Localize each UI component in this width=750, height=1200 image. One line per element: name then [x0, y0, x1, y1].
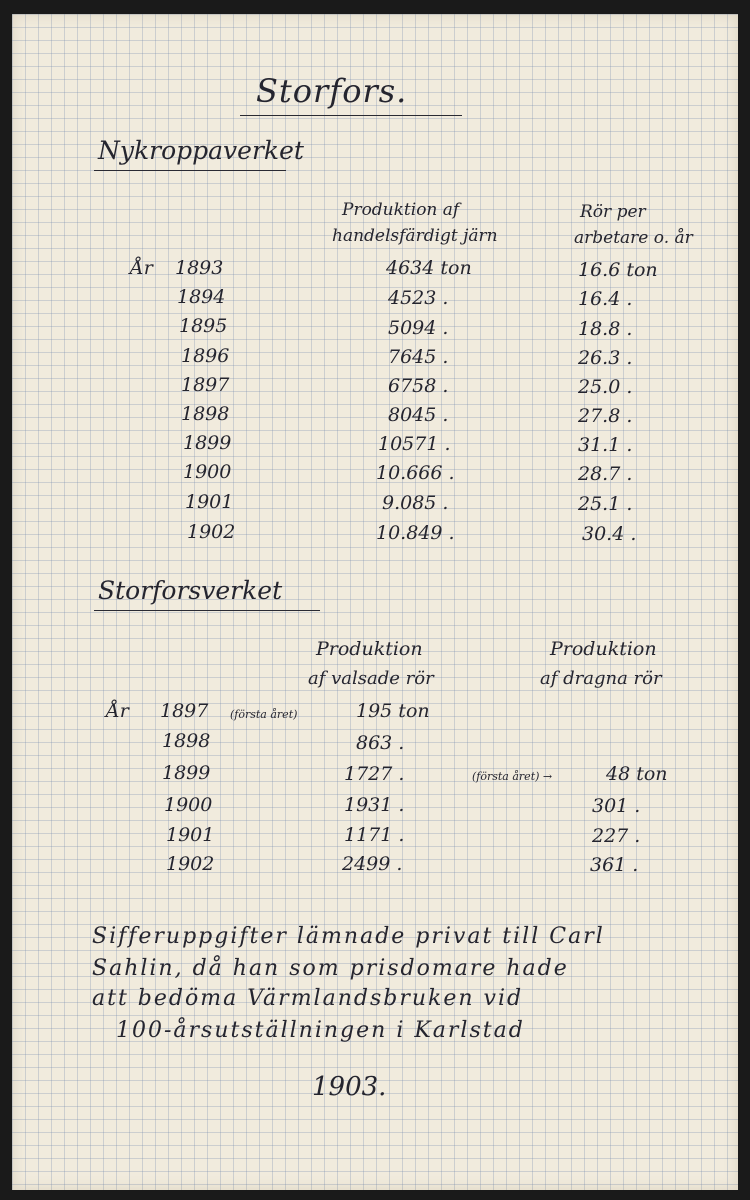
s1-row-production: 4523 . [388, 287, 449, 309]
s2-row-rolled: 2499 . [342, 853, 403, 875]
s1-row-year: 1893 [175, 257, 224, 279]
s1-row-production: 10.849 . [376, 522, 455, 544]
s2-row-drawn: 301 . [592, 795, 641, 817]
note-line: att bedöma Värmlandsbruken vid [92, 986, 524, 1011]
s1-row-year: 1900 [183, 461, 232, 483]
page-title: Storfors. [256, 72, 408, 110]
s2-row-rolled: 1171 . [344, 824, 405, 846]
s2-row-year: 1902 [166, 853, 215, 875]
s1-row-per-worker: 27.8 . [578, 405, 633, 427]
section1-underline [94, 170, 286, 171]
note-line: Sifferuppgifter lämnade privat till Carl [92, 924, 605, 949]
s2-col1-header-line2: af valsade rör [308, 668, 434, 689]
s1-row-year: 1894 [177, 286, 226, 308]
section2-underline [94, 610, 320, 611]
s1-row-year: 1902 [187, 521, 236, 543]
title-underline [240, 115, 462, 116]
s1-col2-header-line2: arbetare o. år [574, 228, 693, 248]
s1-row-year: 1895 [179, 315, 228, 337]
s2-row-rolled: 863 . [356, 732, 405, 754]
s2-row-year: 1899 [162, 762, 211, 784]
note-line: 100-årsutställningen i Karlstad [116, 1018, 525, 1043]
s2-row-year: 1900 [164, 794, 213, 816]
s1-row-per-worker: 30.4 . [582, 523, 637, 545]
s1-row-per-worker: 31.1 . [578, 434, 633, 456]
s1-row-per-worker: 16.4 . [578, 288, 633, 310]
s2-first-year-note: (första året) [230, 708, 298, 721]
s1-row-year: 1897 [181, 374, 230, 396]
s1-row-production: 7645 . [388, 346, 449, 368]
s1-col1-header-line2: handelsfärdigt järn [332, 226, 498, 246]
s1-row-per-worker: 26.3 . [578, 347, 633, 369]
s2-row-rolled: 1931 . [344, 794, 405, 816]
note-year: 1903. [312, 1072, 387, 1102]
s1-row-production: 9.085 . [382, 492, 449, 514]
s1-row-per-worker: 16.6 ton [578, 259, 658, 281]
s1-row-per-worker: 25.0 . [578, 376, 633, 398]
s1-year-prefix: År [130, 257, 153, 279]
note-line: Sahlin, då han som prisdomare hade [92, 956, 569, 981]
s1-row-production: 5094 . [388, 317, 449, 339]
s2-year-prefix: År [106, 700, 129, 722]
s2-row-rolled: 1727 . [344, 763, 405, 785]
s1-row-per-worker: 28.7 . [578, 463, 633, 485]
s1-row-production: 10.666 . [376, 462, 455, 484]
s1-row-year: 1898 [181, 403, 230, 425]
s1-col2-header-line1: Rör per [580, 202, 646, 222]
s1-col1-header-line1: Produktion af [342, 200, 460, 220]
manuscript-page [12, 14, 738, 1190]
s2-col2-header-line2: af dragna rör [540, 668, 662, 689]
s2-row-year: 1897 [160, 700, 209, 722]
s2-col2-header-line1: Produktion [550, 638, 657, 660]
s1-row-production: 4634 ton [386, 257, 472, 279]
s2-row-rolled: 195 ton [356, 700, 430, 722]
s2-row-year: 1901 [166, 824, 215, 846]
s2-row-year: 1898 [162, 730, 211, 752]
section-heading-storfors: Storforsverket [98, 576, 283, 605]
s2-row-drawn: 361 . [590, 854, 639, 876]
s1-row-per-worker: 25.1 . [578, 493, 633, 515]
s1-row-production: 8045 . [388, 404, 449, 426]
section-heading-nykroppa: Nykroppaverket [98, 136, 304, 165]
s1-row-production: 10571 . [378, 433, 451, 455]
s2-col1-header-line1: Produktion [316, 638, 423, 660]
s2-row-drawn: 48 ton [606, 763, 668, 785]
s1-row-per-worker: 18.8 . [578, 318, 633, 340]
s1-row-year: 1899 [183, 432, 232, 454]
s2-drawn-first-year-note: (första året) → [472, 770, 553, 783]
s1-row-production: 6758 . [388, 375, 449, 397]
s2-row-drawn: 227 . [592, 825, 641, 847]
s1-row-year: 1896 [181, 345, 230, 367]
s1-row-year: 1901 [185, 491, 234, 513]
